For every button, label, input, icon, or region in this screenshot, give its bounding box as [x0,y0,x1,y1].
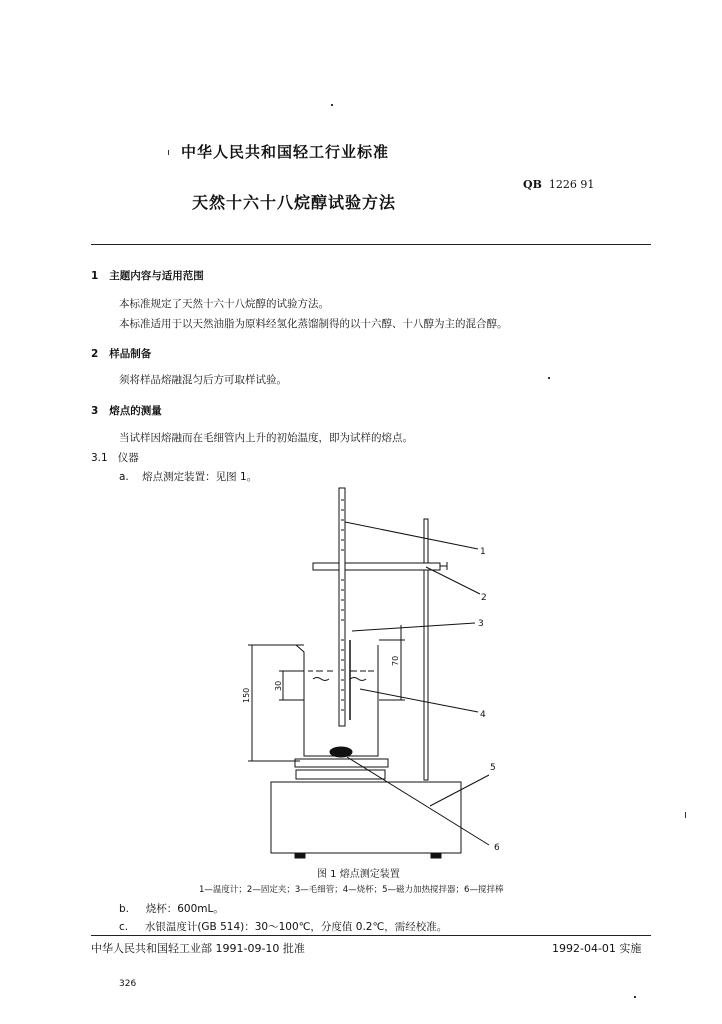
magnetic-stirrer-base [271,782,461,853]
item-label: a. [119,471,129,483]
item-text: 熔点测定装置：见图 1。 [142,471,258,483]
paragraph: 本标准适用于以天然油脂为原料经氢化蒸馏制得的以十六醇、十八醇为主的混合醇。 [119,318,508,330]
paragraph: 须将样品熔融混匀后方可取样试验。 [119,374,287,386]
section-number: 2 [91,348,99,360]
approval-line: 中华人民共和国轻工业部 1991-09-10 批准 [91,942,305,955]
dimension-label-70: 70 [391,655,400,666]
dimension-label-30: 30 [274,680,283,691]
effective-date: 1992-04-01 实施 [552,942,642,955]
section-number: 1 [91,270,99,282]
section-title: 熔点的测量 [109,405,162,417]
list-item [119,901,224,916]
standard-prefix: QB [523,178,542,191]
page-number: 326 [119,979,137,989]
stand-rod [424,519,428,780]
figure-legend: 1—温度计；2—固定夹；3—毛细管；4—烧杯；5—磁力加热搅拌器；6—搅拌棒 [199,885,504,895]
item-text: 水银温度计(GB 514)：30～100℃，分度值 0.2℃，需经校准。 [144,921,448,933]
dimension-150 [248,645,304,761]
item-label: c. [119,921,129,933]
section-number: 3 [91,405,99,417]
callout-3: 3 [478,619,484,629]
leader-line-2 [426,567,480,594]
item-text: 烧杯：600mL。 [145,903,224,915]
stirring-bar [330,747,352,757]
base-foot [431,853,441,858]
callout-4: 4 [480,710,486,720]
callout-6: 6 [494,843,500,853]
dimension-label-150: 150 [242,687,251,703]
subsection-title: 仪器 [117,452,139,464]
leader-line-1 [345,522,478,549]
list-item [119,919,447,934]
item-label: b. [119,903,130,915]
subsection-number: 3.1 [91,452,108,464]
heater-plate-lower [296,770,385,779]
clamp-screw [440,562,447,570]
section-title: 样品制备 [109,348,152,360]
callout-2: 2 [481,593,487,603]
standard-org-header: 中华人民共和国轻工行业标准 [181,143,390,161]
footer-rule [91,935,651,936]
beaker [296,645,378,756]
callout-1: 1 [480,547,486,557]
callout-5: 5 [490,763,496,773]
base-foot [295,853,305,858]
figure-caption: 图 1 熔点测定装置 [317,869,400,880]
heater-plate [295,759,388,767]
paragraph: 本标准规定了天然十六十八烷醇的试验方法。 [119,298,329,310]
leader-line-3 [352,623,475,631]
standard-number: 1226 91 [548,178,595,191]
document-title: 天然十六十八烷醇试验方法 [192,193,397,212]
paragraph: 当试样因熔融而在毛细管内上升的初始温度，即为试样的熔点。 [119,432,413,444]
clamp-bar [313,563,440,570]
section-title: 主题内容与适用范围 [109,270,204,282]
